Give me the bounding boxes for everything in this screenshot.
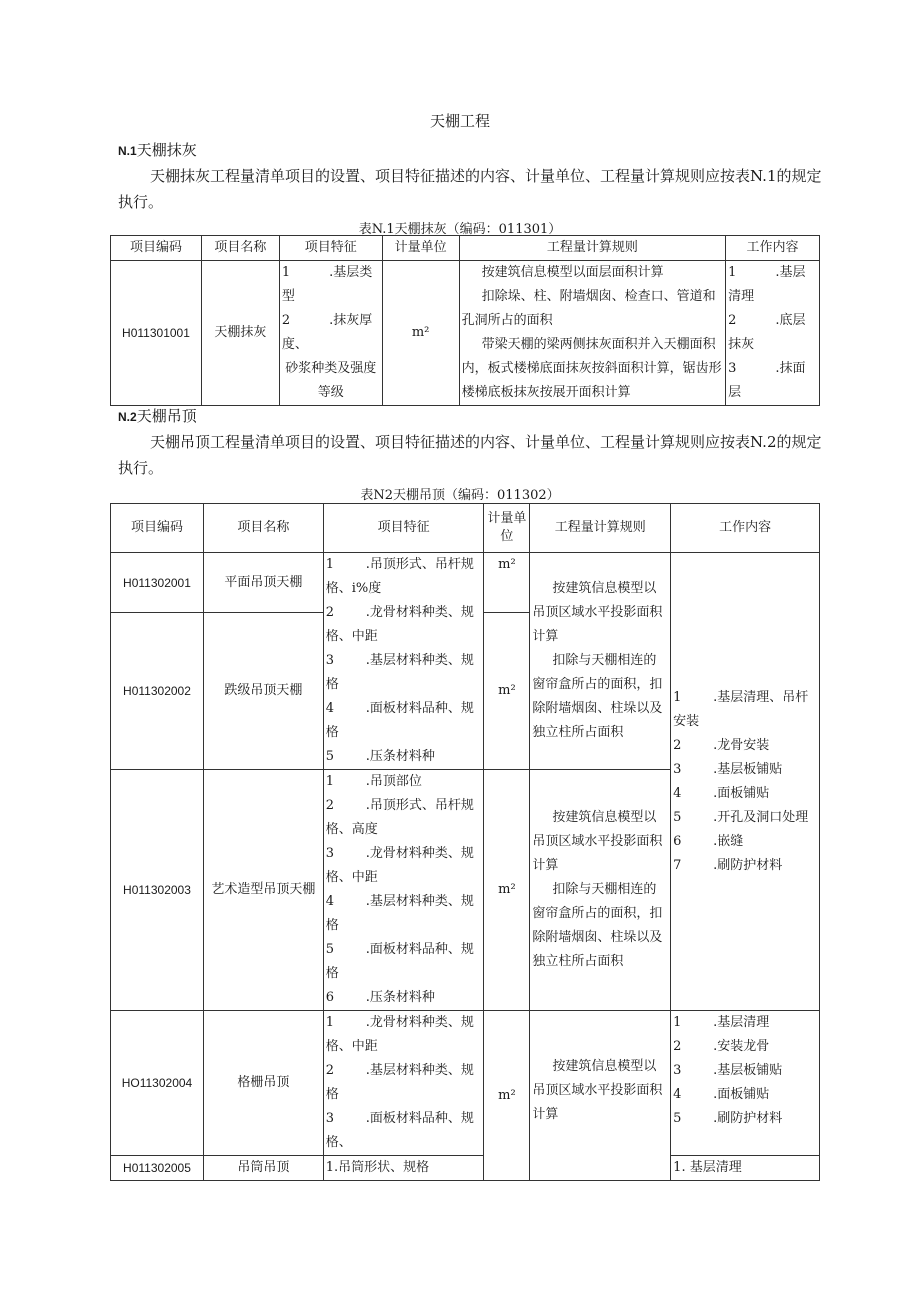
t1-rule: 按建筑信息模型以面层面积计算 xyxy=(481,265,664,280)
t2-feature: 2 .吊顶形式、吊杆规格、高度 xyxy=(325,798,474,837)
table-caption-n1: 表N.1天棚抹灰（编码：011301） xyxy=(358,222,562,237)
t2-work: 7 .刷防护材料 xyxy=(673,857,783,873)
t2-work: 1 .基层清理 xyxy=(673,1015,770,1030)
t2-rule: 按建筑信息模型以吊顶区域水平投影面积计算 xyxy=(532,1059,663,1122)
t1-features xyxy=(279,261,382,406)
t1-rule: 带梁天棚的梁两侧抹灰面积并入天棚面积内，板式楼梯底面抹灰按斜面积计算，锯齿形楼梯底板抹灰按展开面积计算 xyxy=(461,337,722,400)
table-caption-n2: 表N2天棚吊顶（编码：011302） xyxy=(360,488,560,503)
t2-row-name: 跌级吊顶天棚 xyxy=(203,613,323,770)
t2-row-code: HO11302004 xyxy=(111,1011,204,1156)
t1-feature: 2 .抹灰厚度、 xyxy=(281,313,373,352)
t2-work: 6 .嵌缝 xyxy=(673,833,744,849)
t2-rule: 按建筑信息模型以吊顶区域水平投影面积计算 xyxy=(532,581,663,644)
t2-header-work: 工作内容 xyxy=(671,504,820,553)
t2-feature: 6 .压条材料种 xyxy=(325,990,435,1005)
t2-row-code: H011302003 xyxy=(111,770,204,1011)
t2-row-name: 吊筒吊顶 xyxy=(203,1156,323,1181)
t2-row-code: H011302005 xyxy=(111,1156,204,1181)
t2-unit: m² xyxy=(484,770,530,1011)
section-heading-n1: N.1天棚抹灰 xyxy=(118,141,197,159)
t2-work: 1 .基层清理、吊杆安装 xyxy=(673,689,809,729)
t2-feature: 3 .基层材料种类、规格 xyxy=(325,653,474,692)
t1-work: 1 .基层清理 xyxy=(728,265,806,304)
header-name: 项目名称 xyxy=(201,236,279,261)
t1-work: 3 .抹面层 xyxy=(728,361,806,400)
t2-feature: 1 .吊顶形式、吊杆规格、i%度 xyxy=(325,557,474,596)
t2-rule-c xyxy=(530,1011,671,1181)
t2-header-unit: 计量单位 xyxy=(484,504,530,553)
header-unit: 计量单位 xyxy=(382,236,459,261)
t2-header-feature: 项目特征 xyxy=(323,504,484,553)
t2-works-c xyxy=(671,1011,820,1156)
t2-feature: 5 .压条材料种 xyxy=(325,749,435,764)
section-heading-n2: N.2天棚吊顶 xyxy=(118,407,197,425)
table-n2 xyxy=(110,503,820,1181)
t2-feature: 3 .龙骨材料种类、规格、中距 xyxy=(325,846,474,885)
t2-work: 5 .开孔及洞口处理 xyxy=(673,809,809,825)
t2-unit: m² xyxy=(484,613,530,770)
page-title: 天棚工程 xyxy=(429,112,490,130)
t2-work: 3 .基层板铺贴 xyxy=(673,761,783,777)
header-rule: 工程量计算规则 xyxy=(459,236,725,261)
t2-feature: 4 .面板材料品种、规格 xyxy=(325,701,474,740)
header-feature: 项目特征 xyxy=(279,236,382,261)
t2-feature: 2 .基层材料种类、规格 xyxy=(325,1063,474,1102)
t1-unit: m² xyxy=(382,261,459,406)
t2-work: 2 .安装龙骨 xyxy=(673,1039,770,1054)
t2-feature: 1 .龙骨材料种类、规格、中距 xyxy=(325,1015,474,1054)
t1-feature: 1 .基层类型 xyxy=(281,265,373,304)
t2-unit: m² xyxy=(484,1011,530,1181)
t2-feature: 4 .基层材料种类、规格 xyxy=(325,894,474,933)
t2-features-a xyxy=(323,553,484,770)
t1-code: H011301001 xyxy=(111,261,202,406)
t2-header-name: 项目名称 xyxy=(203,504,323,553)
t2-feature: 1 .吊顶部位 xyxy=(325,774,422,789)
t2-rule-a xyxy=(530,553,671,770)
t2-row-code: H011302002 xyxy=(111,613,204,770)
t2-feature: 5 .面板材料品种、规格 xyxy=(325,942,474,981)
t2-work: 2 .龙骨安装 xyxy=(673,737,770,753)
section-paragraph-n2: 天棚吊顶工程量清单项目的设置、项目特征描述的内容、计量单位、工程量计算规则应按表N.2的规定执行。 xyxy=(118,433,822,477)
t2-rule: 扣除与天棚相连的窗帘盒所占的面积，扣除附墙烟囱、柱垛以及独立柱所占面积 xyxy=(532,882,663,969)
t2-feature: 3 .面板材料品种、规格、 xyxy=(325,1111,474,1150)
t1-feature: 砂浆种类及强度等级 xyxy=(285,361,377,400)
section-paragraph-n1: 天棚抹灰工程量清单项目的设置、项目特征描述的内容、计量单位、工程量计算规则应按表N.1的规定执行。 xyxy=(118,167,822,211)
t2-features-c xyxy=(323,1011,484,1156)
t2-feature-d: 1.吊筒形状、规格 xyxy=(323,1156,484,1181)
t2-work: 5 .刷防护材料 xyxy=(673,1111,783,1126)
t2-row-code: H011302001 xyxy=(111,553,204,613)
header-work: 工作内容 xyxy=(726,236,820,261)
t2-row-name: 格栅吊顶 xyxy=(203,1011,323,1156)
t2-work-d: 1. 基层清理 xyxy=(671,1156,820,1181)
t2-work: 4 .面板铺贴 xyxy=(673,785,770,801)
t1-work: 2 .底层抹灰 xyxy=(728,313,806,352)
header-code: 项目编码 xyxy=(111,236,202,261)
t2-header-code: 项目编码 xyxy=(111,504,204,553)
t2-rule-b xyxy=(530,770,671,1011)
t2-rule: 扣除与天棚相连的窗帘盒所占的面积，扣除附墙烟囱、柱垛以及独立柱所占面积 xyxy=(532,653,663,740)
t2-header-rule: 工程量计算规则 xyxy=(530,504,671,553)
t2-feature: 2 .龙骨材料种类、规格、中距 xyxy=(325,605,474,644)
t2-rule: 按建筑信息模型以吊顶区域水平投影面积计算 xyxy=(532,810,663,873)
table-n1 xyxy=(110,235,820,406)
t2-row-name: 艺术造型吊顶天棚 xyxy=(203,770,323,1011)
t1-rule: 扣除垛、柱、附墙烟囱、检查口、管道和孔洞所占的面积 xyxy=(461,289,716,328)
t1-works xyxy=(726,261,820,406)
t2-unit: m² xyxy=(484,553,530,613)
t2-row-name: 平面吊顶天棚 xyxy=(203,553,323,613)
t1-rules xyxy=(459,261,725,406)
t1-name: 天棚抹灰 xyxy=(201,261,279,406)
t2-work: 4 .面板铺贴 xyxy=(673,1087,770,1102)
t2-works-a xyxy=(671,553,820,1011)
t2-work: 3 .基层板铺贴 xyxy=(673,1063,783,1078)
t2-features-b xyxy=(323,770,484,1011)
